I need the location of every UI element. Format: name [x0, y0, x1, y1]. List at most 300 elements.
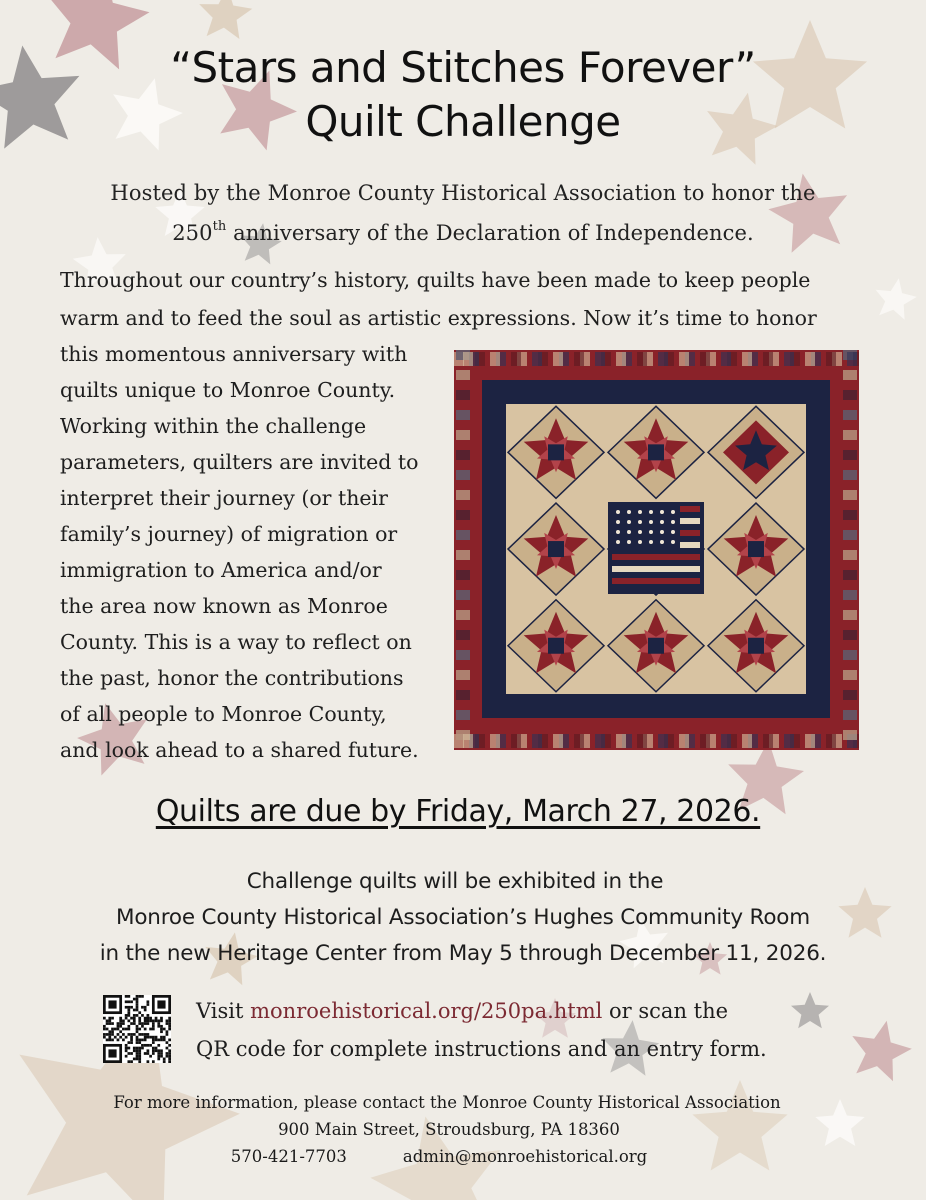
- qr-module: [138, 1058, 141, 1061]
- qr-module: [149, 1036, 152, 1039]
- quilt-star-center: [548, 541, 564, 557]
- border-patch: [456, 490, 470, 500]
- qr-module: [149, 1017, 152, 1020]
- contact-address: 900 Main Street, Stroudsburg, PA 18360: [278, 1120, 620, 1139]
- qr-module: [138, 1028, 141, 1031]
- qr-module: [111, 1028, 114, 1031]
- qr-module: [130, 1000, 133, 1003]
- flag-star: [638, 540, 642, 544]
- qr-module: [147, 1049, 150, 1052]
- quilt-star-center: [548, 638, 564, 654]
- qr-module: [168, 1025, 171, 1028]
- qr-module: [160, 1030, 163, 1033]
- border-patch: [456, 410, 470, 420]
- qr-module: [130, 1060, 133, 1063]
- flag-star: [627, 540, 631, 544]
- border-patch: [784, 352, 794, 366]
- qr-module: [127, 1028, 130, 1031]
- flag-star: [616, 520, 620, 524]
- qr-module: [138, 995, 141, 998]
- qr-module: [144, 1006, 147, 1009]
- border-patch: [700, 734, 710, 748]
- qr-module: [106, 1022, 109, 1025]
- flag-star: [616, 510, 620, 514]
- border-patch: [843, 530, 857, 540]
- qr-module: [127, 1025, 130, 1028]
- qr-module: [127, 1033, 130, 1036]
- qr-module: [144, 1044, 147, 1047]
- qr-module: [130, 1041, 133, 1044]
- qr-module: [155, 1049, 158, 1052]
- qr-module: [149, 1044, 152, 1047]
- qr-module: [127, 1052, 130, 1055]
- body-line: interpret their journey (or their: [60, 486, 388, 510]
- qr-module: [108, 1036, 111, 1039]
- qr-module: [133, 1047, 136, 1050]
- border-patch: [843, 510, 857, 520]
- qr-module: [144, 1009, 147, 1012]
- decorative-star-icon: [791, 992, 829, 1028]
- qr-module: [133, 1049, 136, 1052]
- qr-module: [141, 995, 144, 998]
- body-line: parameters, quilters are invited to: [60, 450, 419, 474]
- border-patch: [595, 352, 605, 366]
- qr-module: [119, 1019, 122, 1022]
- qr-module: [111, 1030, 114, 1033]
- qr-module: [117, 1028, 120, 1031]
- border-patch: [456, 370, 470, 380]
- qr-module: [152, 1041, 155, 1044]
- qr-module: [157, 1058, 160, 1061]
- border-patch: [658, 352, 668, 366]
- qr-module: [160, 1019, 163, 1022]
- qr-module: [147, 1014, 150, 1017]
- border-patch: [456, 390, 470, 400]
- qr-module: [119, 1036, 122, 1039]
- visit-prefix: Visit: [196, 999, 251, 1023]
- border-patch: [616, 352, 626, 366]
- qr-module: [166, 1041, 169, 1044]
- qr-module: [160, 1052, 163, 1055]
- qr-module: [144, 1019, 147, 1022]
- quilt-image: [454, 350, 859, 750]
- qr-module: [160, 1025, 163, 1028]
- qr-module: [166, 1047, 169, 1050]
- flag-star: [671, 540, 675, 544]
- qr-module: [122, 1022, 125, 1025]
- border-patch: [843, 730, 857, 740]
- border-patch: [511, 734, 521, 748]
- qr-module: [133, 1019, 136, 1022]
- border-patch: [843, 390, 857, 400]
- border-patch: [456, 570, 470, 580]
- qr-module: [166, 1033, 169, 1036]
- border-patch: [805, 734, 815, 748]
- qr-module: [108, 1030, 111, 1033]
- flag-star: [638, 530, 642, 534]
- qr-module: [106, 1039, 109, 1042]
- qr-module: [141, 1014, 144, 1017]
- qr-module: [144, 1039, 147, 1042]
- qr-module: [125, 1049, 128, 1052]
- qr-module: [168, 1049, 171, 1052]
- qr-finder: [108, 1049, 116, 1057]
- qr-module: [125, 1017, 128, 1020]
- qr-module: [147, 1019, 150, 1022]
- qr-module: [166, 1022, 169, 1025]
- qr-module: [133, 1022, 136, 1025]
- qr-code-icon[interactable]: [103, 995, 171, 1063]
- qr-module: [108, 1017, 111, 1020]
- qr-module: [168, 1019, 171, 1022]
- body-line: immigration to America and/or: [60, 558, 382, 582]
- qr-module: [157, 1019, 160, 1022]
- visit-line-2: QR code for complete instructions and an entry form.: [196, 1037, 767, 1061]
- flag-stripe: [612, 566, 700, 572]
- border-patch: [843, 590, 857, 600]
- decorative-star-icon: [199, 0, 252, 39]
- qr-module: [136, 1047, 139, 1050]
- qr-module: [160, 1055, 163, 1058]
- qr-module: [130, 1006, 133, 1009]
- qr-module: [141, 1025, 144, 1028]
- border-patch: [456, 650, 470, 660]
- qr-module: [130, 1052, 133, 1055]
- flag-star: [671, 520, 675, 524]
- border-patch: [843, 470, 857, 480]
- qr-module: [136, 995, 139, 998]
- qr-module: [147, 1000, 150, 1003]
- qr-module: [138, 1022, 141, 1025]
- qr-module: [125, 1028, 128, 1031]
- flag-star: [671, 510, 675, 514]
- qr-module: [138, 1052, 141, 1055]
- contact-email[interactable]: admin@monroehistorical.org: [402, 1147, 648, 1166]
- quilt-star-center: [548, 444, 564, 460]
- page-title-line-2: Quilt Challenge: [305, 97, 621, 146]
- border-patch: [456, 730, 470, 740]
- qr-module: [125, 1000, 128, 1003]
- qr-module: [147, 1017, 150, 1020]
- visit-line-1: [196, 993, 728, 1029]
- qr-module: [157, 1055, 160, 1058]
- qr-module: [114, 1028, 117, 1031]
- qr-module: [130, 1036, 133, 1039]
- body-line: the past, honor the contributions: [60, 666, 404, 690]
- qr-module: [152, 1019, 155, 1022]
- qr-module: [122, 1033, 125, 1036]
- border-patch: [843, 370, 857, 380]
- qr-module: [144, 1036, 147, 1039]
- qr-module: [133, 1014, 136, 1017]
- border-patch: [616, 734, 626, 748]
- qr-module: [133, 1017, 136, 1020]
- border-patch: [826, 734, 836, 748]
- qr-module: [168, 1058, 171, 1061]
- qr-module: [144, 1017, 147, 1020]
- qr-module: [125, 1006, 128, 1009]
- border-patch: [637, 734, 647, 748]
- qr-module: [122, 1039, 125, 1042]
- border-patch: [784, 734, 794, 748]
- qr-module: [152, 1047, 155, 1050]
- qr-module: [144, 1052, 147, 1055]
- qr-module: [160, 1039, 163, 1042]
- border-patch: [553, 352, 563, 366]
- qr-module: [117, 1039, 120, 1042]
- decorative-star-icon: [852, 1021, 912, 1081]
- qr-module: [147, 1003, 150, 1006]
- qr-module: [138, 1019, 141, 1022]
- border-patch: [456, 590, 470, 600]
- qr-module: [130, 1033, 133, 1036]
- qr-module: [114, 1036, 117, 1039]
- qr-module: [103, 1017, 106, 1020]
- hosted-by-line-2-rest: anniversary of the Declaration of Independence.: [226, 221, 754, 245]
- border-patch: [456, 510, 470, 520]
- flag-star: [638, 510, 642, 514]
- qr-module: [106, 1028, 109, 1031]
- qr-module: [157, 1025, 160, 1028]
- qr-module: [125, 1036, 128, 1039]
- qr-module: [111, 1017, 114, 1020]
- qr-module: [117, 1022, 120, 1025]
- quilt-star-center: [648, 638, 664, 654]
- border-patch: [843, 570, 857, 580]
- qr-module: [130, 1039, 133, 1042]
- border-patch: [574, 352, 584, 366]
- qr-module: [168, 1022, 171, 1025]
- qr-module: [168, 1039, 171, 1042]
- qr-module: [136, 1014, 139, 1017]
- qr-module: [136, 1028, 139, 1031]
- qr-module: [127, 1000, 130, 1003]
- qr-module: [160, 1017, 163, 1020]
- qr-module: [141, 1039, 144, 1042]
- flag-star: [649, 540, 653, 544]
- qr-module: [152, 1028, 155, 1031]
- qr-module: [125, 995, 128, 998]
- hosted-by-line-1: Hosted by the Monroe County Historical Association to honor the: [110, 181, 816, 205]
- qr-module: [136, 1009, 139, 1012]
- border-patch: [456, 670, 470, 680]
- border-patch: [843, 670, 857, 680]
- qr-module: [127, 1009, 130, 1012]
- qr-module: [103, 1025, 106, 1028]
- qr-module: [147, 1060, 150, 1063]
- qr-module: [152, 1049, 155, 1052]
- body-line: the area now known as Monroe: [60, 594, 388, 618]
- flag-star: [638, 520, 642, 524]
- qr-module: [103, 1033, 106, 1036]
- contact-intro: For more information, please contact the Monroe County Historical Association: [113, 1093, 781, 1112]
- qr-module: [136, 1036, 139, 1039]
- qr-module: [133, 1033, 136, 1036]
- border-patch: [843, 650, 857, 660]
- body-line: family’s journey) of migration or: [60, 522, 398, 546]
- qr-module: [157, 1039, 160, 1042]
- border-patch: [456, 550, 470, 560]
- qr-module: [152, 1060, 155, 1063]
- qr-module: [166, 1019, 169, 1022]
- qr-module: [108, 1019, 111, 1022]
- qr-module: [157, 1049, 160, 1052]
- border-patch: [843, 630, 857, 640]
- border-patch: [456, 530, 470, 540]
- qr-module: [103, 1028, 106, 1031]
- qr-module: [157, 1052, 160, 1055]
- qr-module: [119, 1025, 122, 1028]
- qr-module: [136, 1049, 139, 1052]
- flag-star: [660, 510, 664, 514]
- qr-module: [136, 1052, 139, 1055]
- border-patch: [826, 352, 836, 366]
- qr-module: [127, 1006, 130, 1009]
- qr-module: [127, 1041, 130, 1044]
- flag-star: [671, 530, 675, 534]
- qr-module: [136, 1055, 139, 1058]
- flag-star: [660, 540, 664, 544]
- qr-module: [147, 1044, 150, 1047]
- qr-module: [106, 1019, 109, 1022]
- border-patch: [843, 550, 857, 560]
- qr-module: [166, 1052, 169, 1055]
- border-patch: [843, 690, 857, 700]
- qr-module: [138, 1017, 141, 1020]
- qr-module: [152, 1022, 155, 1025]
- qr-module: [111, 1033, 114, 1036]
- qr-module: [122, 1028, 125, 1031]
- qr-module: [155, 1047, 158, 1050]
- border-patch: [511, 352, 521, 366]
- qr-module: [141, 1006, 144, 1009]
- qr-module: [138, 1041, 141, 1044]
- qr-module: [136, 1006, 139, 1009]
- body-line: of all people to Monroe County,: [60, 702, 387, 726]
- qr-module: [127, 1047, 130, 1050]
- qr-module: [144, 1022, 147, 1025]
- qr-module: [111, 1022, 114, 1025]
- qr-module: [168, 1060, 171, 1063]
- qr-module: [152, 1039, 155, 1042]
- qr-module: [168, 1017, 171, 1020]
- qr-module: [133, 1009, 136, 1012]
- quilt-star-center: [748, 541, 764, 557]
- qr-module: [149, 1028, 152, 1031]
- qr-module: [147, 1036, 150, 1039]
- border-patch: [721, 734, 731, 748]
- qr-module: [160, 1049, 163, 1052]
- flag-canton: [612, 506, 680, 548]
- qr-module: [166, 1030, 169, 1033]
- border-patch: [456, 610, 470, 620]
- qr-module: [144, 1028, 147, 1031]
- flag-star: [627, 520, 631, 524]
- qr-module: [163, 1028, 166, 1031]
- border-patch: [658, 734, 668, 748]
- qr-module: [168, 1055, 171, 1058]
- decorative-star-icon: [876, 278, 917, 320]
- qr-module: [130, 1022, 133, 1025]
- qr-module: [155, 1039, 158, 1042]
- flag-star: [660, 520, 664, 524]
- border-patch: [456, 630, 470, 640]
- qr-module: [166, 1055, 169, 1058]
- border-patch: [456, 470, 470, 480]
- qr-module: [152, 1036, 155, 1039]
- qr-module: [122, 1019, 125, 1022]
- border-patch: [456, 430, 470, 440]
- contact-phone[interactable]: 570-421-7703: [230, 1147, 347, 1166]
- qr-module: [130, 1017, 133, 1020]
- qr-module: [119, 1030, 122, 1033]
- qr-module: [117, 1025, 120, 1028]
- border-patch: [456, 450, 470, 460]
- qr-module: [138, 1011, 141, 1014]
- visit-suffix: or scan the: [602, 999, 729, 1023]
- border-patch: [843, 430, 857, 440]
- border-patch: [679, 352, 689, 366]
- anniversary-number: 250: [172, 221, 213, 245]
- border-patch: [843, 450, 857, 460]
- border-patch: [742, 352, 752, 366]
- qr-finder: [157, 1000, 165, 1008]
- border-patch: [574, 734, 584, 748]
- qr-module: [163, 1039, 166, 1042]
- qr-module: [152, 1052, 155, 1055]
- qr-module: [168, 1028, 171, 1031]
- due-date-heading: Quilts are due by Friday, March 27, 2026.: [155, 794, 761, 829]
- qr-module: [160, 1036, 163, 1039]
- border-patch: [456, 690, 470, 700]
- qr-module: [136, 1025, 139, 1028]
- qr-module: [149, 1055, 152, 1058]
- ordinal-suffix: th: [212, 219, 227, 234]
- border-patch: [490, 352, 500, 366]
- body-line: Working within the challenge: [60, 414, 367, 438]
- quilt-star-center: [648, 444, 664, 460]
- border-patch: [463, 352, 473, 366]
- qr-module: [127, 1060, 130, 1063]
- qr-module: [138, 1049, 141, 1052]
- flag-star: [649, 530, 653, 534]
- flag-star: [627, 530, 631, 534]
- qr-module: [157, 1022, 160, 1025]
- flag-star: [616, 530, 620, 534]
- flag-star: [616, 540, 620, 544]
- qr-module: [155, 1017, 158, 1020]
- contact-phone-email: [0, 1143, 902, 1170]
- qr-module: [136, 1003, 139, 1006]
- qr-module: [111, 1039, 114, 1042]
- qr-module: [136, 1000, 139, 1003]
- qr-module: [157, 1044, 160, 1047]
- border-patch: [532, 734, 542, 748]
- website-link[interactable]: monroehistorical.org/250pa.html: [250, 999, 603, 1023]
- border-patch: [679, 734, 689, 748]
- qr-module: [163, 1036, 166, 1039]
- qr-module: [136, 1039, 139, 1042]
- qr-module: [133, 998, 136, 1001]
- flag-star: [649, 520, 653, 524]
- page-title-line-1: “Stars and Stitches Forever”: [170, 43, 756, 92]
- quilt-star-center: [748, 638, 764, 654]
- qr-module: [138, 1060, 141, 1063]
- qr-module: [127, 1011, 130, 1014]
- qr-module: [152, 1025, 155, 1028]
- qr-module: [168, 1044, 171, 1047]
- qr-module: [138, 1047, 141, 1050]
